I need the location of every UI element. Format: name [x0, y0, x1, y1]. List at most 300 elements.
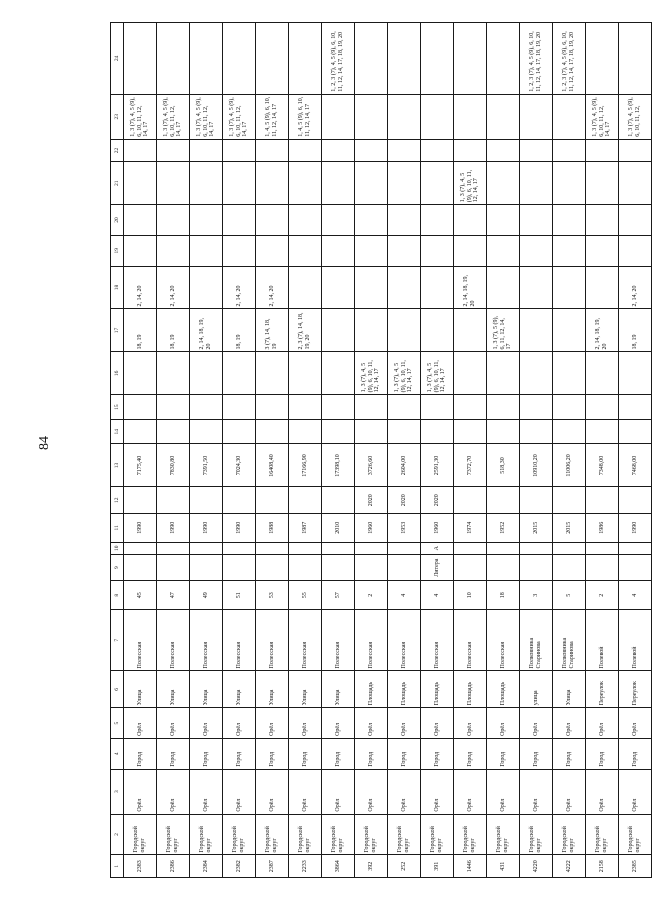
table-cell — [256, 395, 289, 420]
table-cell — [157, 23, 190, 95]
column-header: 5 — [111, 708, 124, 739]
table-cell: Город — [190, 738, 223, 769]
table-cell: Орёл — [454, 708, 487, 739]
table-cell: 1, 4, 5 (9), 6, 10, 11, 12, 14, 17 — [289, 94, 322, 139]
table-cell: 1, 2, 3 (7), 4, 5 (9), 6, 10, 11, 12, 14, 17, 18, 19, 20 — [520, 23, 553, 95]
table-cell — [388, 419, 421, 444]
table-cell: 1, 3 (7), 4, 5 (9), 6, 10, 11, 12, 14, 17 — [388, 352, 421, 395]
table-cell: Городской округ — [388, 814, 421, 855]
table-cell: 252 — [388, 855, 421, 878]
table-cell: Орёл — [157, 708, 190, 739]
table-cell: 7830,80 — [157, 444, 190, 487]
table-cell — [421, 266, 454, 309]
table-cell: 5 — [553, 581, 586, 610]
table-cell: Орёл — [190, 708, 223, 739]
table-cell: 7372,70 — [454, 444, 487, 487]
table-row — [322, 23, 355, 878]
table-cell: 10910,20 — [520, 444, 553, 487]
table-cell — [157, 395, 190, 420]
table-cell: 1, 3 (7), 4, 5 (9), 6, 10, 11, 12, — [619, 94, 652, 139]
table-cell: Полесская — [322, 610, 355, 671]
table-cell — [421, 395, 454, 420]
table-cell: Город — [157, 738, 190, 769]
table-cell: Город — [619, 738, 652, 769]
table-cell — [289, 542, 322, 554]
table-cell: 2, 14, 18, 19, 20 — [586, 309, 619, 352]
table-cell: Орёл — [388, 769, 421, 814]
table-cell — [124, 235, 157, 266]
table-cell — [190, 419, 223, 444]
table-cell: 51 — [223, 581, 256, 610]
column-header: 22 — [111, 139, 124, 162]
table-cell: Площадь — [454, 671, 487, 708]
table-cell: Полесская — [223, 610, 256, 671]
table-cell — [586, 162, 619, 205]
table-cell — [289, 139, 322, 162]
table-cell: 3726,60 — [355, 444, 388, 487]
table-cell: 4 — [388, 581, 421, 610]
table-cell — [553, 205, 586, 236]
table-cell: Полесская — [487, 610, 520, 671]
table-cell: Орёл — [223, 769, 256, 814]
table-cell: Городской округ — [124, 814, 157, 855]
table-cell — [223, 139, 256, 162]
table-cell — [421, 419, 454, 444]
table-cell: 3 (7), 14, 18, 19 — [256, 309, 289, 352]
table-cell — [553, 395, 586, 420]
table-cell: Орёл — [190, 769, 223, 814]
table-cell — [124, 395, 157, 420]
table-cell: 1990 — [157, 513, 190, 542]
table-cell — [223, 542, 256, 554]
table-cell: 7024,30 — [223, 444, 256, 487]
column-header: 4 — [111, 738, 124, 769]
table-cell: Полесская — [157, 610, 190, 671]
table-cell — [586, 352, 619, 395]
table-cell — [586, 395, 619, 420]
table-cell — [223, 23, 256, 95]
table-cell: 18, 19 — [223, 309, 256, 352]
table-cell — [487, 395, 520, 420]
table-cell — [520, 309, 553, 352]
table-cell — [487, 94, 520, 139]
table-cell — [355, 419, 388, 444]
table-cell — [190, 352, 223, 395]
table-cell: улица — [520, 671, 553, 708]
table-cell: Полесская — [289, 610, 322, 671]
table-cell: Орёл — [520, 708, 553, 739]
table-cell — [487, 542, 520, 554]
table-cell — [289, 554, 322, 581]
table-cell — [355, 266, 388, 309]
table-cell — [223, 352, 256, 395]
table-cell — [322, 419, 355, 444]
table-cell — [190, 23, 223, 95]
table-cell: 1990 — [190, 513, 223, 542]
table-cell — [190, 235, 223, 266]
table-cell: 7391,50 — [190, 444, 223, 487]
table-cell — [553, 352, 586, 395]
column-header: 3 — [111, 769, 124, 814]
rotated-table-wrapper — [110, 22, 641, 878]
table-cell — [289, 395, 322, 420]
table-cell: Городской округ — [190, 814, 223, 855]
page-number: 84 — [37, 436, 52, 450]
table-cell — [190, 266, 223, 309]
table-cell — [388, 235, 421, 266]
table-cell: Орёл — [487, 708, 520, 739]
table-cell: Город — [454, 738, 487, 769]
table-cell: Площадь — [355, 671, 388, 708]
table-row — [520, 23, 553, 878]
table-cell: Улица — [289, 671, 322, 708]
table-cell — [124, 542, 157, 554]
table-cell: Орёл — [421, 769, 454, 814]
table-row — [124, 23, 157, 878]
table-cell — [619, 139, 652, 162]
table-cell — [421, 162, 454, 205]
table-cell: 2, 14, 20 — [256, 266, 289, 309]
table-cell: 1974 — [454, 513, 487, 542]
table-cell: 17166,90 — [289, 444, 322, 487]
column-header: 8 — [111, 581, 124, 610]
table-cell — [520, 162, 553, 205]
table-cell — [586, 554, 619, 581]
table-cell — [619, 487, 652, 514]
table-cell: 2, 14, 20 — [619, 266, 652, 309]
table-cell — [454, 352, 487, 395]
table-cell: 3864 — [322, 855, 355, 878]
table-cell: Городской округ — [454, 814, 487, 855]
table-cell — [157, 487, 190, 514]
table-cell — [388, 205, 421, 236]
table-cell — [553, 542, 586, 554]
table-cell — [157, 205, 190, 236]
table-cell: 2, 14, 18, 19, 20 — [454, 266, 487, 309]
table-row — [619, 23, 652, 878]
table-cell — [256, 554, 289, 581]
table-cell: 1986 — [586, 513, 619, 542]
table-cell: 49 — [190, 581, 223, 610]
table-cell — [322, 266, 355, 309]
table-cell — [388, 139, 421, 162]
table-cell: 1, 3 (7), 4, 5 (9), 6, 10, 11, 12, 14, 17 — [454, 162, 487, 205]
table-cell: Полевой — [619, 610, 652, 671]
table-cell — [553, 94, 586, 139]
table-cell — [421, 139, 454, 162]
table-cell: Орёл — [256, 769, 289, 814]
table-cell: Орёл — [157, 769, 190, 814]
table-cell — [388, 94, 421, 139]
table-cell — [190, 395, 223, 420]
table-cell — [157, 554, 190, 581]
table-cell: 431 — [487, 855, 520, 878]
table-cell — [190, 542, 223, 554]
table-cell: Улица — [322, 671, 355, 708]
table-cell — [619, 542, 652, 554]
table-cell — [586, 266, 619, 309]
table-cell — [289, 23, 322, 95]
table-cell: 57 — [322, 581, 355, 610]
table-cell: Орёл — [124, 769, 157, 814]
table-cell: Полевой — [586, 610, 619, 671]
table-cell: 1960 — [421, 513, 454, 542]
table-cell: 1446 — [454, 855, 487, 878]
table-cell: Орёл — [520, 769, 553, 814]
table-cell — [223, 162, 256, 205]
column-header: 11 — [111, 513, 124, 542]
table-cell — [355, 554, 388, 581]
table-cell — [487, 23, 520, 95]
table-cell — [520, 205, 553, 236]
table-cell: 1, 3 (7), 4, 5 (9), 6, 10, 11, 12, 14, 17 — [586, 94, 619, 139]
table-cell — [124, 554, 157, 581]
table-cell — [223, 205, 256, 236]
table-cell: Городской округ — [553, 814, 586, 855]
table-cell — [223, 235, 256, 266]
table-cell: 2385 — [619, 855, 652, 878]
column-header: 16 — [111, 352, 124, 395]
table-cell: 18 — [487, 581, 520, 610]
table-row — [157, 23, 190, 878]
table-cell — [355, 162, 388, 205]
table-cell — [454, 94, 487, 139]
table-cell: 1987 — [289, 513, 322, 542]
table-cell — [322, 205, 355, 236]
table-cell — [520, 235, 553, 266]
table-cell — [322, 139, 355, 162]
table-cell: 2015 — [553, 513, 586, 542]
table-cell — [322, 487, 355, 514]
table-cell — [454, 419, 487, 444]
table-cell — [421, 94, 454, 139]
column-header: 9 — [111, 554, 124, 581]
table-cell: Орёл — [619, 769, 652, 814]
table-cell — [355, 139, 388, 162]
table-cell: 4222 — [553, 855, 586, 878]
table-cell: Городской округ — [520, 814, 553, 855]
table-cell — [487, 139, 520, 162]
table-cell: Орёл — [619, 708, 652, 739]
table-cell — [256, 23, 289, 95]
table-cell: 1990 — [619, 513, 652, 542]
table-cell — [157, 419, 190, 444]
table-cell — [520, 94, 553, 139]
table-cell: 2, 14, 20 — [157, 266, 190, 309]
table-cell — [421, 235, 454, 266]
table-cell — [520, 419, 553, 444]
table-cell: 11006,20 — [553, 444, 586, 487]
table-cell: Городской округ — [355, 814, 388, 855]
table-cell — [520, 554, 553, 581]
table-cell — [487, 235, 520, 266]
table-cell — [256, 205, 289, 236]
table-cell — [256, 487, 289, 514]
table-cell: Орёл — [388, 708, 421, 739]
table-cell: Улица — [124, 671, 157, 708]
table-cell — [223, 395, 256, 420]
table-cell — [487, 162, 520, 205]
table-cell — [487, 487, 520, 514]
table-cell: Улица — [157, 671, 190, 708]
table-cell: 1990 — [223, 513, 256, 542]
table-cell — [322, 235, 355, 266]
table-cell: Орёл — [322, 708, 355, 739]
column-header: 19 — [111, 235, 124, 266]
table-cell — [619, 205, 652, 236]
table-cell — [124, 419, 157, 444]
table-cell: 2383 — [124, 855, 157, 878]
table-cell: Орёл — [289, 708, 322, 739]
table-cell — [454, 139, 487, 162]
table-cell — [355, 23, 388, 95]
table-cell: Город — [487, 738, 520, 769]
table-cell — [322, 542, 355, 554]
table-cell: Городской округ — [289, 814, 322, 855]
table-cell: 1, 2, 3 (7), 4, 5 (9), 6, 10, 11, 12, 14, 17, 18, 19, 20 — [553, 23, 586, 95]
table-cell — [454, 487, 487, 514]
table-cell — [355, 395, 388, 420]
table-cell: 392 — [355, 855, 388, 878]
table-cell — [157, 542, 190, 554]
table-cell — [256, 162, 289, 205]
table-cell: 7175,40 — [124, 444, 157, 487]
table-cell — [157, 235, 190, 266]
table-cell — [322, 94, 355, 139]
table-cell: Площадь — [388, 671, 421, 708]
table-cell — [553, 309, 586, 352]
table-cell — [487, 205, 520, 236]
table-cell: Город — [289, 738, 322, 769]
header-row — [111, 23, 124, 878]
table-cell — [520, 487, 553, 514]
table-cell: Орёл — [289, 769, 322, 814]
table-cell: 1952 — [487, 513, 520, 542]
table-cell — [289, 235, 322, 266]
table-cell: Орёл — [256, 708, 289, 739]
table-cell: Орёл — [553, 769, 586, 814]
table-cell: 18, 19 — [157, 309, 190, 352]
table-cell: 2, 14, 20 — [223, 266, 256, 309]
table-cell — [388, 266, 421, 309]
table-cell — [322, 162, 355, 205]
table-cell — [289, 205, 322, 236]
table-cell — [454, 542, 487, 554]
table-cell: Орёл — [586, 769, 619, 814]
table-cell: Город — [586, 738, 619, 769]
table-cell — [454, 554, 487, 581]
table-cell — [124, 23, 157, 95]
table-cell: 10 — [454, 581, 487, 610]
table-cell — [355, 309, 388, 352]
table-cell — [388, 395, 421, 420]
table-cell: Полесская — [454, 610, 487, 671]
table-cell: 1, 3 (7), 4, 5 (9), 6, 10, 11, 12, 14, 17 — [223, 94, 256, 139]
table-cell: Полесская — [388, 610, 421, 671]
column-header: 17 — [111, 309, 124, 352]
table-cell — [388, 309, 421, 352]
table-cell: 2591,30 — [421, 444, 454, 487]
table-cell: 2020 — [355, 487, 388, 514]
table-cell: Площадь — [487, 671, 520, 708]
table-cell: 18, 19 — [619, 309, 652, 352]
table-cell: Городской округ — [157, 814, 190, 855]
table-cell: Переулок — [586, 671, 619, 708]
table-row — [388, 23, 421, 878]
table-cell — [256, 235, 289, 266]
table-cell: Город — [421, 738, 454, 769]
table-cell: Орёл — [586, 708, 619, 739]
column-header: 24 — [111, 23, 124, 95]
table-cell — [619, 23, 652, 95]
table-row — [553, 23, 586, 878]
table-cell: 7468,00 — [619, 444, 652, 487]
table-cell: Городской округ — [421, 814, 454, 855]
table-cell — [124, 139, 157, 162]
table-cell — [256, 139, 289, 162]
table-cell — [487, 419, 520, 444]
table-cell — [553, 554, 586, 581]
table-row — [454, 23, 487, 878]
table-cell — [157, 352, 190, 395]
table-cell: 2387 — [256, 855, 289, 878]
table-cell — [520, 395, 553, 420]
table-cell: 1990 — [124, 513, 157, 542]
table-cell: 1, 3 (7), 4, 5 (9), 6, 10, 11, 12, 14, 17 — [421, 352, 454, 395]
table-row — [421, 23, 454, 878]
table-cell: 518,30 — [487, 444, 520, 487]
table-cell — [421, 205, 454, 236]
table-cell: 53 — [256, 581, 289, 610]
column-header: 14 — [111, 419, 124, 444]
table-cell: Городской округ — [322, 814, 355, 855]
table-cell — [619, 162, 652, 205]
table-cell: Город — [256, 738, 289, 769]
table-cell — [190, 205, 223, 236]
table-cell: Орёл — [355, 769, 388, 814]
table-cell: 1, 2, 3 (7), 4, 5 (9), 6, 10, 11, 12, 14, 17, 18, 19, 20 — [322, 23, 355, 95]
table-cell — [124, 205, 157, 236]
table-cell — [124, 352, 157, 395]
table-cell — [157, 162, 190, 205]
table-cell: Улица — [256, 671, 289, 708]
table-cell: 2015 — [520, 513, 553, 542]
table-cell — [421, 23, 454, 95]
table-cell: Полесская — [124, 610, 157, 671]
table-cell — [454, 235, 487, 266]
table-cell: 16408,40 — [256, 444, 289, 487]
table-cell: 2384 — [190, 855, 223, 878]
column-header: 12 — [111, 487, 124, 514]
table-cell — [586, 23, 619, 95]
table-cell — [256, 419, 289, 444]
table-cell — [586, 205, 619, 236]
table-cell — [355, 235, 388, 266]
table-cell: Площадь — [421, 671, 454, 708]
table-row — [586, 23, 619, 878]
table-cell: Орёл — [553, 708, 586, 739]
table-cell — [487, 352, 520, 395]
table-cell — [586, 139, 619, 162]
table-cell: Улица — [190, 671, 223, 708]
table-cell: 1, 3 (7), 4, 5 (9), 6, 10, 11, 12, 14, 17 — [190, 94, 223, 139]
table-cell: 2 — [586, 581, 619, 610]
table-cell — [619, 352, 652, 395]
table-cell: Город — [322, 738, 355, 769]
table-cell: Полесская — [355, 610, 388, 671]
table-cell — [553, 162, 586, 205]
table-cell: 4220 — [520, 855, 553, 878]
